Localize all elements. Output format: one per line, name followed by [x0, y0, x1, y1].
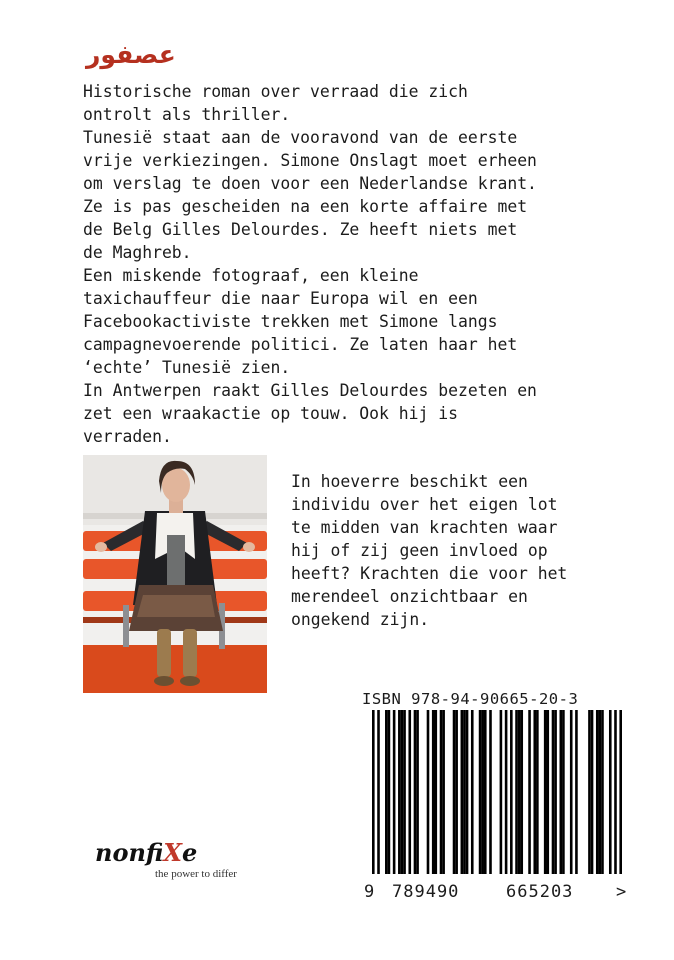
barcode-bar	[554, 710, 557, 874]
blurb-line: Ze is pas gescheiden na een korte affaire met	[83, 197, 528, 216]
barcode-bar	[596, 710, 599, 874]
blurb-line: ontrolt als thriller.	[83, 105, 291, 124]
barcode-bar	[408, 710, 411, 874]
isbn-label: ISBN 978-94-90665-20-3	[362, 690, 579, 708]
barcode-bar	[520, 710, 523, 874]
barcode-bar	[515, 710, 518, 874]
logo-text-end: e	[181, 838, 198, 867]
barcode-bar	[435, 710, 438, 874]
barcode-bar	[416, 710, 419, 874]
logo-text: nonfi	[95, 838, 164, 867]
blurb-line: In Antwerpen raakt Gilles Delourdes bezeten en	[83, 381, 537, 400]
barcode-bar	[377, 710, 380, 874]
barcode-right-digits: 665203	[506, 882, 574, 902]
barcode-bar	[401, 710, 404, 874]
barcode-bar	[518, 710, 521, 874]
quote-line: merendeel onzichtbaar en	[291, 587, 528, 606]
barcode-arrow: >	[616, 882, 628, 902]
barcode-bar	[560, 710, 563, 874]
barcode-bar	[619, 710, 622, 874]
barcode-bar	[570, 710, 573, 874]
blurb-line: de Belg Gilles Delourdes. Ze heeft niets met	[83, 220, 518, 239]
barcode-bar	[510, 710, 513, 874]
barcode-bar	[575, 710, 578, 874]
barcode-bar	[461, 710, 464, 874]
barcode-bar	[385, 710, 388, 874]
barcode-bar	[442, 710, 445, 874]
barcode-bar	[466, 710, 469, 874]
author-photo	[83, 455, 267, 693]
barcode-bar	[414, 710, 417, 874]
quote-line: individu over het eigen lot	[291, 495, 558, 514]
back-cover-blurb	[83, 80, 663, 448]
barcode-left-digits: 789490	[392, 882, 460, 902]
barcode-bar	[599, 710, 602, 874]
arabic-title: عصفور	[86, 40, 176, 69]
barcode-bar	[609, 710, 612, 874]
publisher-logo	[95, 838, 197, 867]
barcode-bar	[536, 710, 539, 874]
barcode-bar	[500, 710, 503, 874]
barcode-bar	[403, 710, 406, 874]
barcode-bar	[562, 710, 565, 874]
blurb-line: ‘echte’ Tunesië zien.	[83, 358, 291, 377]
blurb-line: Een miskende fotograaf, een kleine	[83, 266, 419, 285]
barcode-bar	[432, 710, 435, 874]
barcode-bar	[427, 710, 430, 874]
blurb-line: de Maghreb.	[83, 243, 192, 262]
barcode-bar	[471, 710, 474, 874]
barcode-bar	[601, 710, 604, 874]
blurb-line: zet een wraakactie op touw. Ook hij is	[83, 404, 458, 423]
barcode-bar	[453, 710, 456, 874]
barcode-bar	[479, 710, 482, 874]
barcode-bar	[546, 710, 549, 874]
blurb-line: campagnevoerende politici. Ze laten haar het	[83, 335, 518, 354]
barcode-bar	[455, 710, 458, 874]
publisher-tagline: the power to differ	[155, 868, 237, 880]
barcode-bar	[544, 710, 547, 874]
quote-text	[291, 470, 661, 631]
barcode-bar	[463, 710, 466, 874]
blurb-line: verraden.	[83, 427, 172, 446]
blurb-line: om verslag te doen voor een Nederlandse krant.	[83, 174, 537, 193]
barcode-bar	[591, 710, 594, 874]
quote-line: hij of zij geen invloed op	[291, 541, 548, 560]
barcode-bar	[481, 710, 484, 874]
barcode-bar	[528, 710, 531, 874]
barcode-bar	[398, 710, 401, 874]
barcode-bar	[393, 710, 396, 874]
blurb-line: Historische roman over verraad die zich	[83, 82, 468, 101]
blurb-line: taxichauffeur die naar Europa wil en een	[83, 289, 478, 308]
barcode-bar	[588, 710, 591, 874]
quote-line: heeft? Krachten die voor het	[291, 564, 568, 583]
barcode-bar	[552, 710, 555, 874]
barcode-bar	[440, 710, 443, 874]
quote-line: te midden van krachten waar	[291, 518, 558, 537]
blurb-line: vrije verkiezingen. Simone Onslagt moet erheen	[83, 151, 537, 170]
barcode-first-digit: 9	[364, 882, 376, 902]
barcode-bar	[484, 710, 487, 874]
logo-x: X	[163, 838, 182, 867]
barcode-bar	[505, 710, 508, 874]
barcode-bar	[614, 710, 617, 874]
author-photo-illustration	[83, 455, 267, 693]
barcode-bar	[489, 710, 492, 874]
barcode	[362, 710, 628, 880]
quote-line: ongekend zijn.	[291, 610, 430, 629]
barcode-bar	[372, 710, 375, 874]
blurb-line: Facebookactiviste trekken met Simone langs	[83, 312, 498, 331]
quote-line: In hoeverre beschikt een	[291, 472, 528, 491]
blurb-line: Tunesië staat aan de vooravond van de eerste	[83, 128, 518, 147]
barcode-bar	[533, 710, 536, 874]
barcode-bar	[388, 710, 391, 874]
